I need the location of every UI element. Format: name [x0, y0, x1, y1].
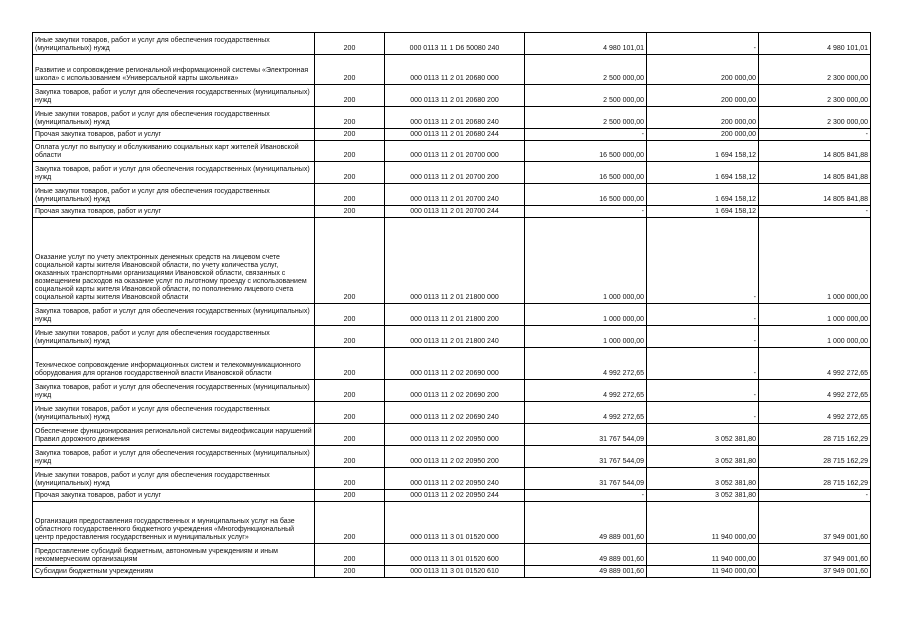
row-admin-cell: 200: [315, 33, 385, 55]
row-admin-cell: 200: [315, 326, 385, 348]
row-federal-cell: -: [647, 380, 759, 402]
row-total-cell: 16 500 000,00: [525, 184, 647, 206]
row-name-cell: Иные закупки товаров, работ и услуг для обеспечения государственных (муниципальных) нужд: [33, 326, 315, 348]
row-code-cell: 000 0113 11 2 01 20680 244: [385, 129, 525, 141]
row-federal-cell: 200 000,00: [647, 85, 759, 107]
row-total-cell: -: [525, 129, 647, 141]
row-total-cell: 1 000 000,00: [525, 304, 647, 326]
row-name-cell: Закупка товаров, работ и услуг для обеспечения государственных (муниципальных) нужд: [33, 85, 315, 107]
row-code-cell: 000 0113 11 2 01 20700 244: [385, 206, 525, 218]
row-admin-cell: 200: [315, 141, 385, 162]
row-code-cell: 000 0113 11 3 01 01520 610: [385, 566, 525, 578]
budget-table-page: [32, 32, 871, 578]
row-code-cell: 000 0113 11 1 D6 50080 240: [385, 33, 525, 55]
row-regional-cell: 37 949 001,60: [759, 566, 871, 578]
row-federal-cell: 3 052 381,80: [647, 468, 759, 490]
row-regional-cell: 28 715 162,29: [759, 424, 871, 446]
row-regional-cell: 1 000 000,00: [759, 304, 871, 326]
table-row: [33, 206, 871, 218]
row-total-cell: 1 000 000,00: [525, 326, 647, 348]
row-admin-cell: 200: [315, 206, 385, 218]
row-regional-cell: 14 805 841,88: [759, 141, 871, 162]
row-admin-cell: 200: [315, 85, 385, 107]
row-admin-cell: 200: [315, 184, 385, 206]
row-total-cell: -: [525, 490, 647, 502]
row-admin-cell: 200: [315, 380, 385, 402]
row-federal-cell: -: [647, 33, 759, 55]
row-name-cell: Обеспечение функционирования региональной системы видеофиксации нарушений Правил дорожного движения: [33, 424, 315, 446]
row-total-cell: 31 767 544,09: [525, 446, 647, 468]
row-federal-cell: -: [647, 304, 759, 326]
row-admin-cell: 200: [315, 304, 385, 326]
row-federal-cell: 11 940 000,00: [647, 566, 759, 578]
table-row: [33, 129, 871, 141]
table-row: [33, 424, 871, 446]
row-admin-cell: 200: [315, 424, 385, 446]
row-regional-cell: -: [759, 129, 871, 141]
row-federal-cell: -: [647, 218, 759, 304]
row-name-cell: Оказание услуг по учету электронных денежных средств на лицевом счете социальной карты жителя Ивановской области, по учету количества услуг, оказанных транспортными организациями Ивановской области, связанных с возмещением расходов на оказание услуг по льготному проезду с использованием социальной карты жителя Ивановской области, по пополнению лицевого счета социальной карты жителя Ивановской области: [33, 218, 315, 304]
row-name-cell: Предоставление субсидий бюджетным, автономным учреждениям и иным некоммерческим организациям: [33, 544, 315, 566]
row-code-cell: 000 0113 11 2 01 21800 200: [385, 304, 525, 326]
row-federal-cell: -: [647, 402, 759, 424]
row-code-cell: 000 0113 11 2 01 20700 240: [385, 184, 525, 206]
row-regional-cell: 37 949 001,60: [759, 544, 871, 566]
row-federal-cell: 1 694 158,12: [647, 184, 759, 206]
table-row: [33, 544, 871, 566]
row-code-cell: 000 0113 11 2 02 20690 200: [385, 380, 525, 402]
row-code-cell: 000 0113 11 2 02 20690 240: [385, 402, 525, 424]
row-name-cell: Закупка товаров, работ и услуг для обеспечения государственных (муниципальных) нужд: [33, 304, 315, 326]
row-regional-cell: 28 715 162,29: [759, 446, 871, 468]
row-code-cell: 000 0113 11 2 01 20700 000: [385, 141, 525, 162]
row-code-cell: 000 0113 11 2 01 20680 200: [385, 85, 525, 107]
row-name-cell: Иные закупки товаров, работ и услуг для обеспечения государственных (муниципальных) нужд: [33, 402, 315, 424]
row-total-cell: 2 500 000,00: [525, 55, 647, 85]
table-row: [33, 55, 871, 85]
row-regional-cell: 4 980 101,01: [759, 33, 871, 55]
row-regional-cell: 1 000 000,00: [759, 326, 871, 348]
row-regional-cell: 4 992 272,65: [759, 402, 871, 424]
row-total-cell: 1 000 000,00: [525, 218, 647, 304]
row-total-cell: 31 767 544,09: [525, 424, 647, 446]
row-regional-cell: 14 805 841,88: [759, 184, 871, 206]
row-total-cell: 4 992 272,65: [525, 348, 647, 380]
row-total-cell: 16 500 000,00: [525, 162, 647, 184]
row-admin-cell: 200: [315, 129, 385, 141]
row-code-cell: 000 0113 11 2 01 20680 000: [385, 55, 525, 85]
row-name-cell: Иные закупки товаров, работ и услуг для обеспечения государственных (муниципальных) нужд: [33, 184, 315, 206]
table-row: [33, 566, 871, 578]
table-row: [33, 446, 871, 468]
row-admin-cell: 200: [315, 502, 385, 544]
row-federal-cell: 3 052 381,80: [647, 424, 759, 446]
budget-table-body: [33, 33, 871, 578]
table-row: [33, 348, 871, 380]
row-name-cell: Организация предоставления государственных и муниципальных услуг на базе областного государственного бюджетного учреждения «Многофункциональный центр предоставления государственных и муниципальных услуг»: [33, 502, 315, 544]
row-regional-cell: 2 300 000,00: [759, 85, 871, 107]
row-total-cell: -: [525, 206, 647, 218]
row-total-cell: 16 500 000,00: [525, 141, 647, 162]
row-name-cell: Закупка товаров, работ и услуг для обеспечения государственных (муниципальных) нужд: [33, 380, 315, 402]
row-federal-cell: 200 000,00: [647, 55, 759, 85]
row-regional-cell: 4 992 272,65: [759, 348, 871, 380]
table-row: [33, 402, 871, 424]
row-admin-cell: 200: [315, 468, 385, 490]
row-federal-cell: 200 000,00: [647, 107, 759, 129]
row-admin-cell: 200: [315, 218, 385, 304]
row-code-cell: 000 0113 11 2 01 20680 240: [385, 107, 525, 129]
table-row: [33, 468, 871, 490]
row-federal-cell: -: [647, 326, 759, 348]
row-federal-cell: -: [647, 348, 759, 380]
row-admin-cell: 200: [315, 348, 385, 380]
row-name-cell: Иные закупки товаров, работ и услуг для обеспечения государственных (муниципальных) нужд: [33, 107, 315, 129]
row-federal-cell: 200 000,00: [647, 129, 759, 141]
table-row: [33, 326, 871, 348]
row-total-cell: 49 889 001,60: [525, 544, 647, 566]
table-row: [33, 85, 871, 107]
row-regional-cell: 37 949 001,60: [759, 502, 871, 544]
table-row: [33, 33, 871, 55]
budget-table: [32, 32, 871, 578]
row-name-cell: Иные закупки товаров, работ и услуг для обеспечения государственных (муниципальных) нужд: [33, 33, 315, 55]
row-regional-cell: 2 300 000,00: [759, 107, 871, 129]
row-name-cell: Прочая закупка товаров, работ и услуг: [33, 129, 315, 141]
row-admin-cell: 200: [315, 446, 385, 468]
row-code-cell: 000 0113 11 2 02 20950 200: [385, 446, 525, 468]
row-name-cell: Оплата услуг по выпуску и обслуживанию социальных карт жителей Ивановской области: [33, 141, 315, 162]
row-total-cell: 4 992 272,65: [525, 402, 647, 424]
table-row: [33, 304, 871, 326]
table-row: [33, 107, 871, 129]
row-admin-cell: 200: [315, 107, 385, 129]
row-name-cell: Закупка товаров, работ и услуг для обеспечения государственных (муниципальных) нужд: [33, 446, 315, 468]
row-regional-cell: -: [759, 206, 871, 218]
row-name-cell: Прочая закупка товаров, работ и услуг: [33, 206, 315, 218]
row-regional-cell: 14 805 841,88: [759, 162, 871, 184]
row-regional-cell: 1 000 000,00: [759, 218, 871, 304]
table-row: [33, 184, 871, 206]
row-admin-cell: 200: [315, 402, 385, 424]
row-name-cell: Иные закупки товаров, работ и услуг для обеспечения государственных (муниципальных) нужд: [33, 468, 315, 490]
table-row: [33, 218, 871, 304]
row-regional-cell: 28 715 162,29: [759, 468, 871, 490]
row-federal-cell: 1 694 158,12: [647, 162, 759, 184]
row-name-cell: Развитие и сопровождение региональной информационной системы «Электронная школа» с использованием «Универсальной карты школьника»: [33, 55, 315, 85]
row-federal-cell: 11 940 000,00: [647, 544, 759, 566]
row-admin-cell: 200: [315, 162, 385, 184]
row-name-cell: Прочая закупка товаров, работ и услуг: [33, 490, 315, 502]
row-total-cell: 49 889 001,60: [525, 502, 647, 544]
row-total-cell: 49 889 001,60: [525, 566, 647, 578]
row-regional-cell: -: [759, 490, 871, 502]
row-code-cell: 000 0113 11 2 02 20950 240: [385, 468, 525, 490]
row-code-cell: 000 0113 11 3 01 01520 000: [385, 502, 525, 544]
table-row: [33, 380, 871, 402]
row-total-cell: 2 500 000,00: [525, 107, 647, 129]
row-code-cell: 000 0113 11 2 02 20690 000: [385, 348, 525, 380]
row-total-cell: 31 767 544,09: [525, 468, 647, 490]
row-total-cell: 4 980 101,01: [525, 33, 647, 55]
row-federal-cell: 1 694 158,12: [647, 141, 759, 162]
row-federal-cell: 3 052 381,80: [647, 490, 759, 502]
row-code-cell: 000 0113 11 2 01 21800 240: [385, 326, 525, 348]
row-code-cell: 000 0113 11 2 01 20700 200: [385, 162, 525, 184]
row-code-cell: 000 0113 11 3 01 01520 600: [385, 544, 525, 566]
row-admin-cell: 200: [315, 55, 385, 85]
table-row: [33, 502, 871, 544]
row-total-cell: 4 992 272,65: [525, 380, 647, 402]
row-code-cell: 000 0113 11 2 02 20950 244: [385, 490, 525, 502]
row-name-cell: Закупка товаров, работ и услуг для обеспечения государственных (муниципальных) нужд: [33, 162, 315, 184]
table-row: [33, 162, 871, 184]
row-admin-cell: 200: [315, 544, 385, 566]
row-code-cell: 000 0113 11 2 01 21800 000: [385, 218, 525, 304]
table-row: [33, 141, 871, 162]
table-row: [33, 490, 871, 502]
row-name-cell: Техническое сопровождение информационных систем и телекоммуникационного оборудования для органов государственной власти Ивановской области: [33, 348, 315, 380]
row-regional-cell: 4 992 272,65: [759, 380, 871, 402]
row-code-cell: 000 0113 11 2 02 20950 000: [385, 424, 525, 446]
row-name-cell: Субсидии бюджетным учреждениям: [33, 566, 315, 578]
row-federal-cell: 3 052 381,80: [647, 446, 759, 468]
row-federal-cell: 1 694 158,12: [647, 206, 759, 218]
row-admin-cell: 200: [315, 490, 385, 502]
row-regional-cell: 2 300 000,00: [759, 55, 871, 85]
row-federal-cell: 11 940 000,00: [647, 502, 759, 544]
row-admin-cell: 200: [315, 566, 385, 578]
row-total-cell: 2 500 000,00: [525, 85, 647, 107]
